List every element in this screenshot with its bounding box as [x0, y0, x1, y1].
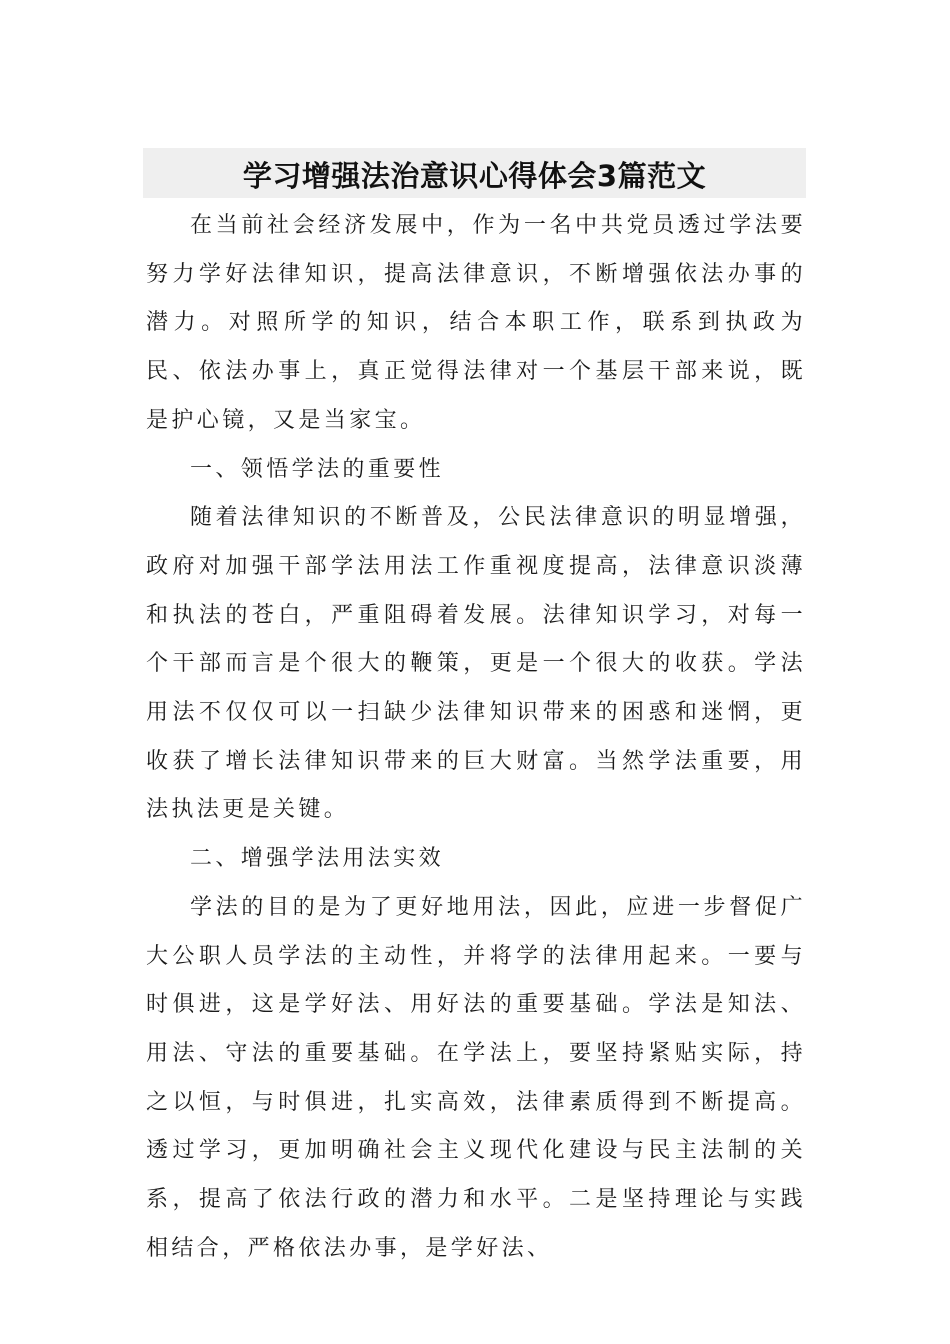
document-title: 学习增强法治意识心得体会3篇范文 — [242, 159, 707, 193]
section-heading: 二、增强学法用法实效 — [190, 846, 445, 872]
body-paragraph: 随着法律知识的不断普及，公民法律意识的明显增强，政府对加强干部学法用法工作重视度提高，法律意识淡薄和执法的苍白，严重阻碍着发展。法律知识学习，对每一个干部而言是个很大的鞭策，更是一个很大的收获。学法用法不仅仅可以一扫缺少法律知识带来的困惑和迷惘，更收获了增长法律知识带来的巨大财富。当然学法重要，用法执法更是关键。 — [146, 505, 806, 823]
body-paragraph: 学法的目的是为了更好地用法，因此，应进一步督促广大公职人员学法的主动性，并将学的法律用起来。一要与时俱进，这是学好法、用好法的重要基础。学法是知法、用法、守法的重要基础。在学法上，要坚持紧贴实际，持之以恒，与时俱进，扎实高效，法律素质得到不断提高。透过学习，更加明确社会主义现代化建设与民主法制的关系，提高了依法行政的潜力和水平。二是坚持理论与实践相结合，严格依法办事，是学好法、 — [146, 894, 806, 1261]
document-body — [146, 202, 806, 1273]
body-paragraph: 在当前社会经济发展中，作为一名中共党员透过学法要努力学好法律知识，提高法律意识，不断增强依法办事的潜力。对照所学的知识，结合本职工作，联系到执政为民、依法办事上，真正觉得法律对一个基层干部来说，既是护心镜，又是当家宝。 — [146, 213, 806, 433]
section-heading: 一、领悟学法的重要性 — [190, 456, 445, 482]
